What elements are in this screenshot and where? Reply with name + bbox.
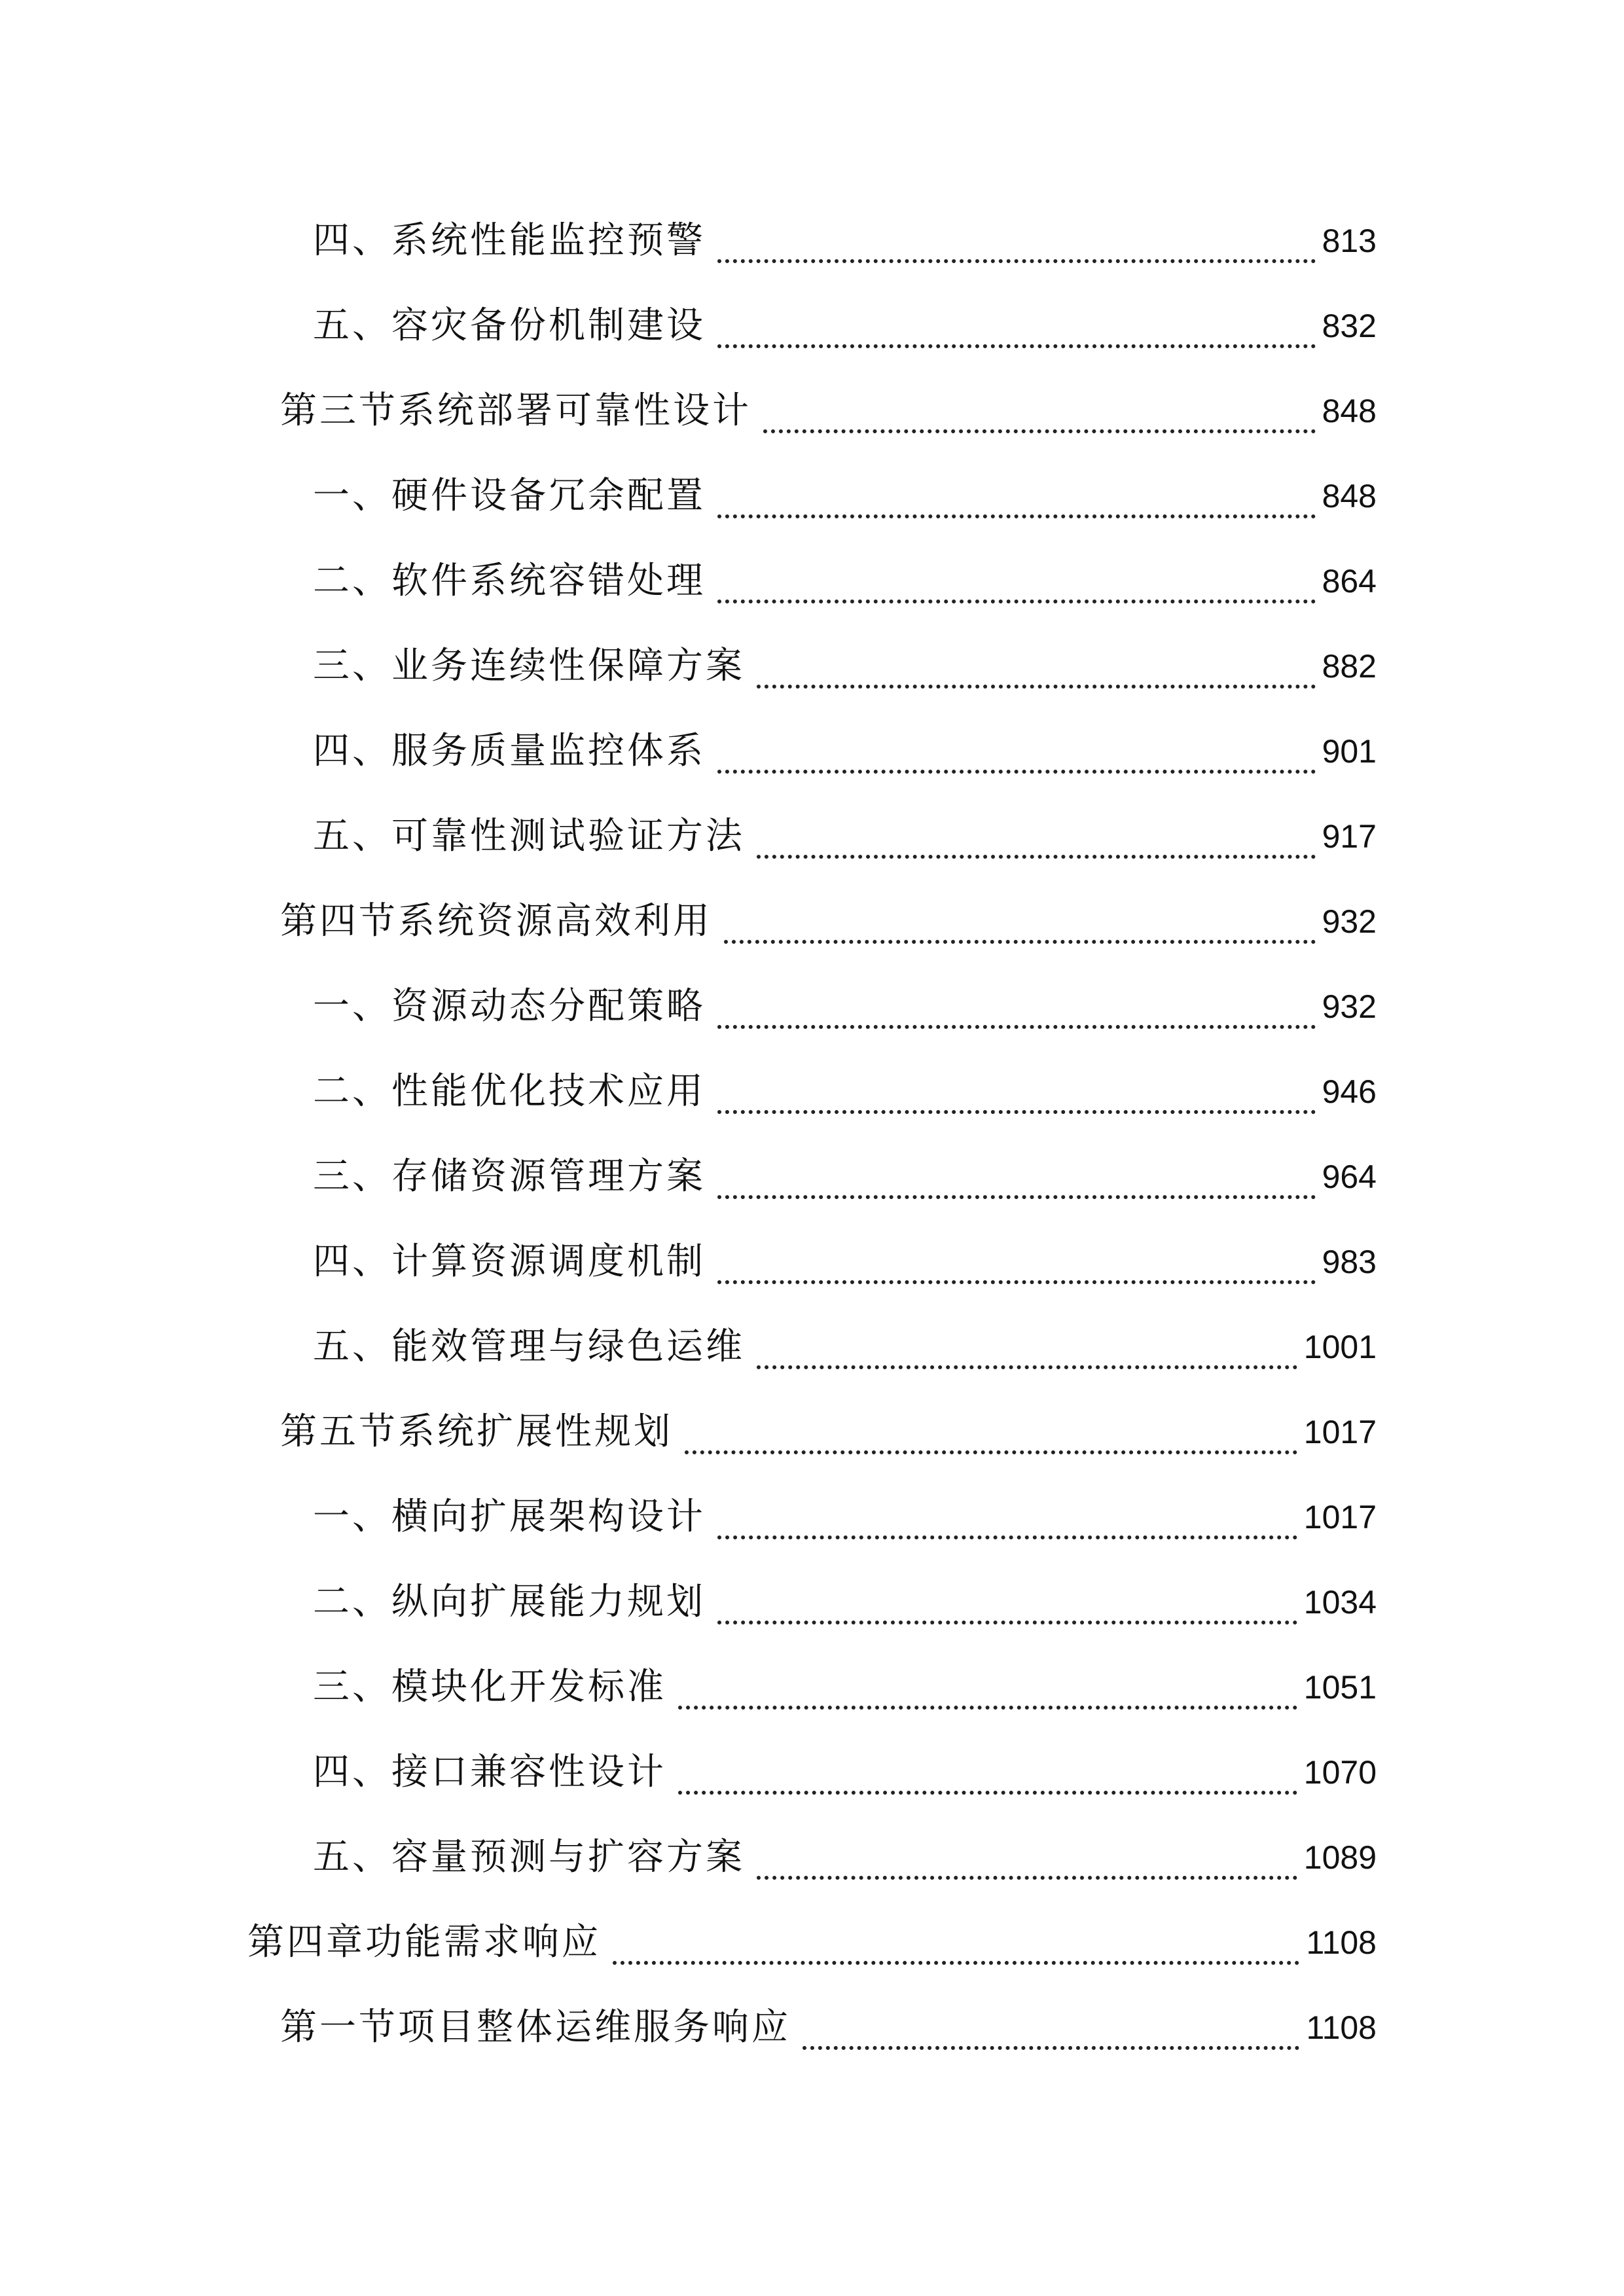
toc-leader-dots	[717, 1280, 1316, 1284]
toc-entry-page: 848	[1322, 478, 1377, 514]
toc-entry[interactable]	[313, 1648, 1377, 1727]
toc-entry-page: 1089	[1303, 1839, 1377, 1876]
toc-entry-title: 五、容量预测与扩容方案	[313, 1836, 745, 1878]
toc-leader-dots	[803, 2046, 1299, 2050]
toc-entry-title: 五、可靠性测试验证方法	[313, 815, 745, 857]
toc-entry-page: 964	[1322, 1158, 1377, 1195]
toc-entry-title: 一、硬件设备冗余配置	[313, 475, 706, 517]
toc-entry-title: 第五节系统扩展性规划	[280, 1410, 673, 1453]
toc-entry[interactable]	[313, 1478, 1377, 1556]
toc-leader-dots	[757, 1365, 1297, 1369]
toc-entry-page: 932	[1322, 988, 1377, 1025]
toc-entry-page: 813	[1322, 223, 1377, 259]
toc-entry[interactable]	[313, 1138, 1377, 1216]
toc-leader-dots	[717, 600, 1316, 603]
toc-leader-dots	[717, 770, 1316, 774]
toc-leader-dots	[613, 1961, 1299, 1965]
toc-entry-title: 第四章功能需求响应	[247, 1921, 601, 1964]
toc-entry-title: 二、软件系统容错处理	[313, 560, 706, 602]
toc-leader-dots	[763, 429, 1316, 433]
toc-entry-page: 983	[1322, 1244, 1377, 1280]
toc-entry[interactable]	[313, 1733, 1377, 1812]
toc-leader-dots	[678, 1706, 1297, 1710]
toc-entry[interactable]	[313, 627, 1377, 706]
toc-entry-title: 五、容灾备份机制建设	[313, 304, 706, 347]
toc-leader-dots	[678, 1791, 1297, 1795]
toc-entry[interactable]	[313, 202, 1377, 280]
toc-entry-title: 第三节系统部署可靠性设计	[280, 389, 751, 432]
toc-entry-title: 三、业务连续性保障方案	[313, 645, 745, 687]
toc-entry-title: 四、系统性能监控预警	[313, 219, 706, 262]
toc-entry[interactable]	[313, 1818, 1377, 1897]
toc-entry[interactable]	[280, 882, 1377, 961]
toc-entry-title: 二、性能优化技术应用	[313, 1070, 706, 1113]
toc-entry-page: 1017	[1303, 1414, 1377, 1450]
toc-entry[interactable]	[313, 797, 1377, 876]
toc-entry[interactable]	[280, 1988, 1377, 2067]
toc-entry[interactable]	[313, 712, 1377, 791]
toc-leader-dots	[717, 259, 1316, 263]
toc-entry-page: 1070	[1303, 1754, 1377, 1791]
toc-entry-page: 932	[1322, 903, 1377, 940]
toc-entry-page: 1051	[1303, 1669, 1377, 1706]
toc-entry[interactable]	[313, 1052, 1377, 1131]
toc-entry-page: 1108	[1306, 1924, 1377, 1961]
toc-entry[interactable]	[247, 1903, 1377, 1982]
toc-leader-dots	[717, 514, 1316, 518]
toc-entry-page: 1001	[1303, 1329, 1377, 1365]
toc-entry-page: 848	[1322, 393, 1377, 429]
toc-entry-page: 1108	[1306, 2009, 1377, 2046]
toc-leader-dots	[717, 1535, 1297, 1539]
toc-entry-title: 一、资源动态分配策略	[313, 985, 706, 1028]
toc-leader-dots	[757, 1876, 1297, 1880]
toc-entry[interactable]	[313, 967, 1377, 1046]
toc-entry[interactable]	[313, 457, 1377, 535]
toc-entry-page: 832	[1322, 308, 1377, 344]
toc-entry-page: 1017	[1303, 1499, 1377, 1535]
toc-leader-dots	[717, 344, 1316, 348]
toc-entry-page: 864	[1322, 563, 1377, 600]
toc-entry[interactable]	[313, 287, 1377, 365]
toc-entry[interactable]	[280, 1393, 1377, 1471]
toc-leader-dots	[685, 1450, 1297, 1454]
toc-leader-dots	[757, 855, 1316, 859]
toc-entry-title: 五、能效管理与绿色运维	[313, 1325, 745, 1368]
toc-entry-title: 四、服务质量监控体系	[313, 730, 706, 772]
toc-entry-title: 第一节项目整体运维服务响应	[280, 2006, 791, 2049]
toc-entry-title: 三、模块化开发标准	[313, 1666, 666, 1708]
toc-entry-title: 四、接口兼容性设计	[313, 1751, 666, 1793]
toc-leader-dots	[717, 1025, 1316, 1029]
toc-entry[interactable]	[313, 542, 1377, 620]
toc-leader-dots	[717, 1621, 1297, 1624]
toc-entry-title: 第四节系统资源高效利用	[280, 900, 712, 942]
toc-leader-dots	[717, 1195, 1316, 1199]
toc-entry-page: 946	[1322, 1073, 1377, 1110]
toc-entry[interactable]	[313, 1563, 1377, 1641]
toc-entry-title: 二、纵向扩展能力规划	[313, 1581, 706, 1623]
toc-leader-dots	[724, 940, 1316, 944]
toc-entry-title: 四、计算资源调度机制	[313, 1240, 706, 1283]
toc-entry-page: 917	[1322, 818, 1377, 855]
toc-entry[interactable]	[313, 1223, 1377, 1301]
toc-entry[interactable]	[313, 1308, 1377, 1386]
toc-leader-dots	[757, 685, 1316, 689]
toc-entry-title: 三、存储资源管理方案	[313, 1155, 706, 1198]
toc-entry-title: 一、横向扩展架构设计	[313, 1496, 706, 1538]
toc-entry-page: 882	[1322, 648, 1377, 685]
toc-leader-dots	[717, 1110, 1316, 1114]
toc-entry[interactable]	[280, 372, 1377, 450]
toc-entry-page: 1034	[1303, 1584, 1377, 1621]
toc-entry-page: 901	[1322, 733, 1377, 770]
